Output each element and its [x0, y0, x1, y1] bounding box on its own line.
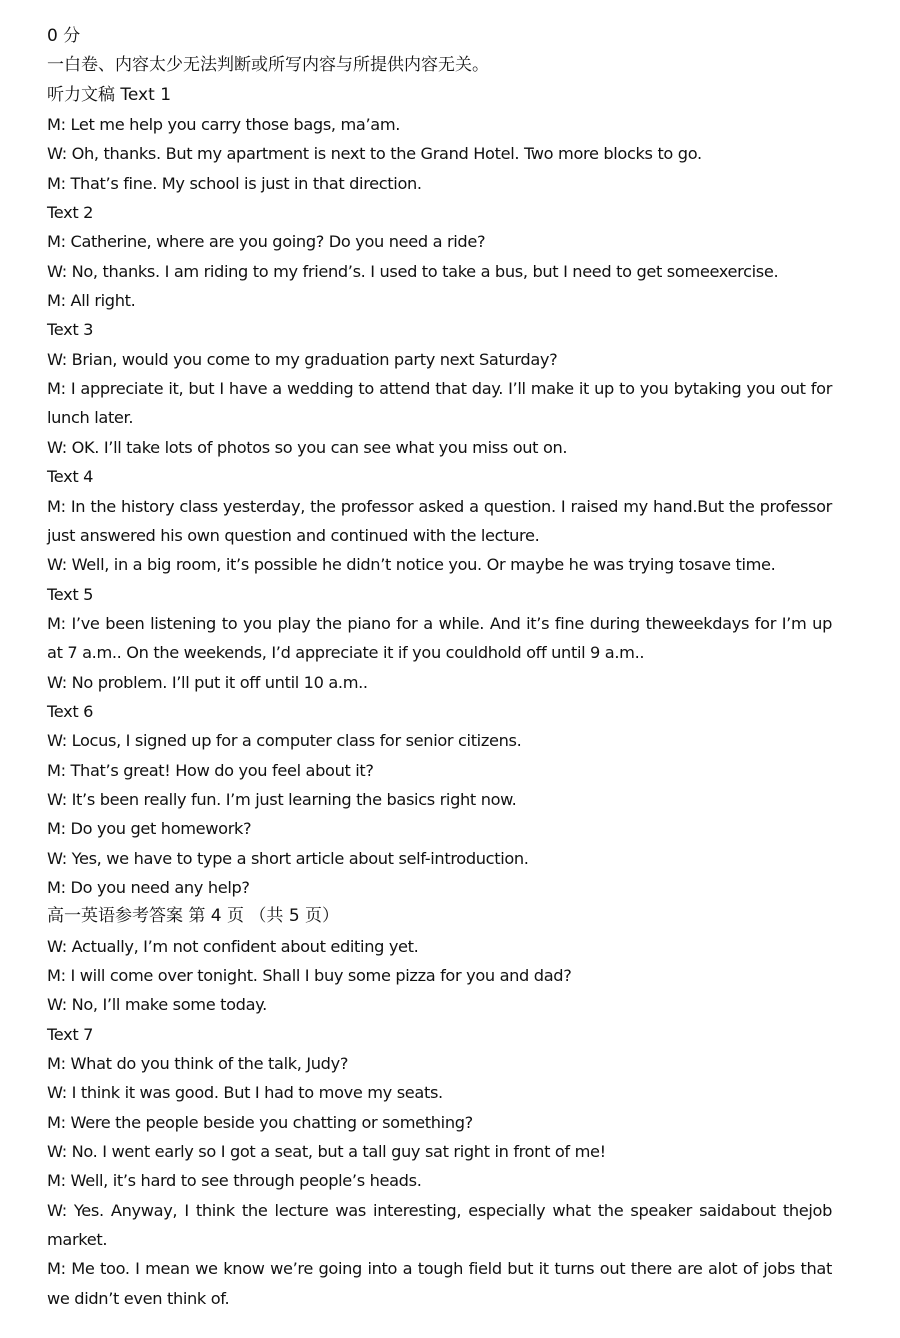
dialogue-line: M: What do you think of the talk, Judy? [47, 1054, 349, 1074]
dialogue-line: W: Oh, thanks. But my apartment is next to the Grand Hotel. Two more blocks to go. [47, 144, 702, 164]
dialogue-line: M: Do you get homework? [47, 819, 252, 839]
dialogue-line: M: Do you need any help? [47, 877, 250, 897]
text-heading: Text 3 [47, 320, 94, 340]
dialogue-line: W: OK. I’ll take lots of photos so you can see what you miss out on. [47, 437, 568, 457]
dialogue-line: W: No problem. I’ll put it off until 10 a.m.. [47, 672, 368, 692]
dialogue-line: M: I appreciate it, but I have a wedding to attend that day. I’ll make it up to you bytaking you out for lunch later. [47, 379, 832, 428]
dialogue-line: W: Brian, would you come to my graduation party next Saturday? [47, 349, 558, 369]
dialogue-line: M: Catherine, where are you going? Do you need a ride? [47, 232, 486, 252]
dialogue-line: M: Me too. I mean we know we’re going into a tough field but it turns out there are alot of jobs that we didn’t even think of. [47, 1259, 832, 1308]
text-heading: 听力文稿 Text 1 [47, 84, 172, 105]
dialogue-line: W: No. I went early so I got a seat, but a tall guy sat right in front of me! [47, 1142, 606, 1162]
dialogue-line: W: Yes, we have to type a short article about self-introduction. [47, 848, 529, 868]
page-footer-text: 高一英语参考答案 第 4 页 （共 5 页） [47, 906, 340, 927]
dialogue-line: M: I’ve been listening to you play the piano for a while. And it’s fine during theweekdays for I’m up at 7 a.m.. On the weekends, I’d appreciate it if you couldhold off until 9 a.m.. [47, 613, 832, 663]
dialogue-line: M: Let me help you carry those bags, ma’am. [47, 115, 401, 135]
text-heading: Text 4 [47, 467, 94, 487]
dialogue-line: W: It’s been really fun. I’m just learning the basics right now. [47, 789, 517, 809]
dialogue-line: W: Locus, I signed up for a computer class for senior citizens. [47, 731, 522, 751]
dialogue-line: M: In the history class yesterday, the professor asked a question. I raised my hand.But the professor just answered his own question and continued with the lecture. [47, 496, 832, 545]
dialogue-line: W: No, thanks. I am riding to my friend’s. I used to take a bus, but I need to get someexercise. [47, 261, 779, 281]
text-heading: Text 7 [47, 1024, 94, 1044]
dialogue-line: W: Actually, I’m not confident about editing yet. [47, 936, 419, 956]
dialogue-line: M: That’s fine. My school is just in that direction. [47, 173, 422, 193]
dialogue-line: W: No, I’ll make some today. [47, 995, 267, 1015]
grading-note: 一白卷、内容太少无法判断或所写内容与所提供内容无关。 [47, 55, 489, 76]
document-body [47, 22, 832, 1313]
dialogue-line: M: I will come over tonight. Shall I buy some pizza for you and dad? [47, 966, 572, 985]
dialogue-line: W: Yes. Anyway, I think the lecture was interesting, especially what the speaker saidabout thejob market. [47, 1200, 832, 1250]
dialogue-line: W: Well, in a big room, it’s possible he didn’t notice you. Or maybe he was trying tosave time. [47, 555, 776, 575]
text-heading: Text 5 [47, 584, 94, 604]
text-heading: Text 6 [47, 701, 94, 721]
dialogue-line: W: I think it was good. But I had to move my seats. [47, 1083, 443, 1103]
dialogue-line: M: That’s great! How do you feel about it? [47, 760, 374, 780]
text-heading: Text 2 [47, 203, 94, 223]
dialogue-line: M: Were the people beside you chatting or something? [47, 1112, 473, 1132]
dialogue-line: M: Well, it’s hard to see through people’s heads. [47, 1171, 422, 1191]
score-line: 0 分 [47, 26, 81, 46]
dialogue-line: M: All right. [47, 291, 136, 311]
